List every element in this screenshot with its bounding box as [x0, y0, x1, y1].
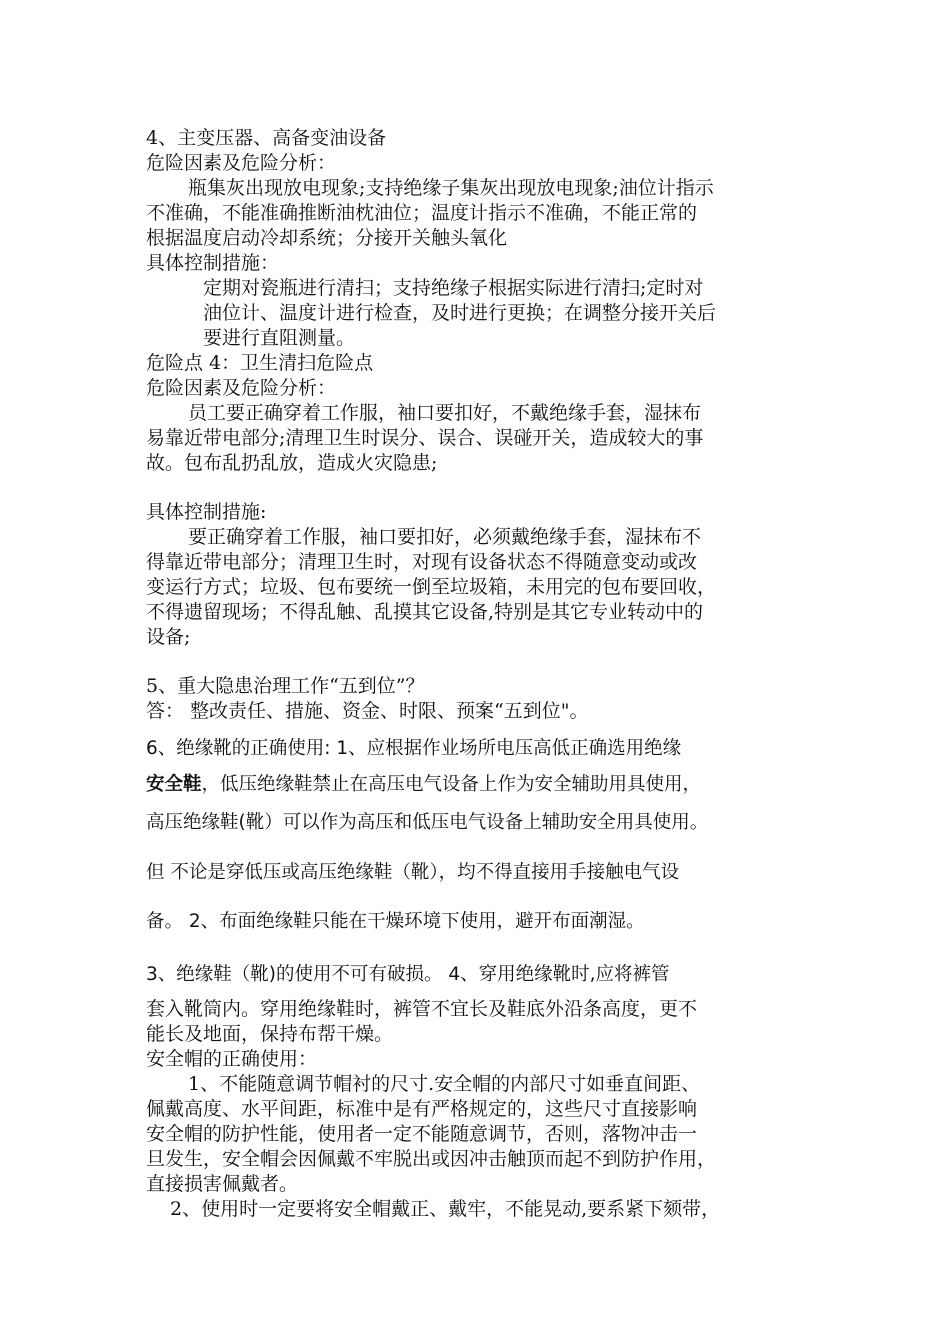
section4-risk-line: 瓶集灰出现放电现象;支持绝缘子集灰出现放电现象;油位计指示: [188, 177, 714, 199]
helmet-heading: 安全帽的正确使用：: [146, 1048, 318, 1070]
point4-control-line: 不得遗留现场；不得乱触、乱摸其它设备,特别是其它专业转动中的: [146, 601, 704, 623]
point4-risk-heading: 危险因素及危险分析：: [146, 377, 337, 399]
section6-line: 3、绝缘鞋（靴)的使用不可有破损。 4、穿用绝缘靴时,应将裤管: [146, 964, 670, 985]
helmet-item2-line: 2、使用时一定要将安全帽戴正、戴牢，不能晃动,要系紧下颏带，: [170, 1198, 721, 1220]
section6-line: 6、绝缘靴的正确使用: 1、应根据作业场所电压高低正确选用绝缘: [146, 738, 682, 759]
section6-line: 但 不论是穿低压或高压绝缘鞋（靴），均不得直接用手接触电气设: [146, 862, 680, 883]
section4-control-line: 定期对瓷瓶进行清扫；支持绝缘子根据实际进行清扫;定时对: [203, 277, 704, 299]
point4-risk-line: 故。包布乱扔乱放，造成火灾隐患;: [146, 452, 438, 474]
section6-line: 套入靴筒内。穿用绝缘鞋时，裤管不宜长及鞋底外沿条高度，更不: [146, 998, 698, 1020]
section4-title: 4、主变压器、高备变油设备: [146, 127, 387, 149]
section6-line: 高压绝缘鞋(靴）可以作为高压和低压电气设备上辅助安全用具使用。: [146, 812, 709, 833]
point4-control-line: 要正确穿着工作服，袖口要扣好，必须戴绝缘手套，湿抹布不: [188, 526, 702, 548]
helmet-item1-line: 1、不能随意调节帽衬的尺寸.安全帽的内部尺寸如垂直间距、: [188, 1073, 701, 1095]
point4-title: 危险点 4：卫生清扫危险点: [146, 352, 374, 374]
section4-control-heading: 具体控制措施：: [146, 252, 280, 274]
section6-line: 备。 2、布面绝缘鞋只能在干燥环境下使用，避开布面潮湿。: [146, 911, 645, 932]
point4-control-line: 得靠近带电部分；清理卫生时，对现有设备状态不得随意变动或改: [146, 551, 698, 573]
point4-control-line: 变运行方式；垃圾、包布要统一倒至垃圾箱，未用完的包布要回收，: [146, 576, 717, 598]
helmet-item1-line: 旦发生，安全帽会因佩戴不牢脱出或因冲击触顶而起不到防护作用，: [146, 1148, 717, 1170]
section4-risk-heading: 危险因素及危险分析：: [146, 152, 337, 174]
helmet-item1-line: 安全帽的防护性能，使用者一定不能随意调节，否则，落物冲击一: [146, 1123, 698, 1145]
section4-control-line: 油位计、温度计进行检查，及时进行更换；在调整分接开关后: [203, 302, 717, 324]
point4-control-heading: 具体控制措施:: [146, 501, 267, 523]
point4-control-line: 设备;: [146, 626, 191, 648]
helmet-item1-line: 直接损害佩戴者。: [146, 1173, 299, 1195]
section4-risk-line: 根据温度启动冷却系统；分接开关触头氧化: [146, 227, 508, 249]
point4-risk-line: 员工要正确穿着工作服，袖口要扣好，不戴绝缘手套，湿抹布: [188, 402, 702, 424]
section4-control-line: 要进行直阻测量。: [203, 327, 356, 349]
section6-line-rest: ，低压绝缘鞋禁止在高压电气设备上作为安全辅助用具使用，: [201, 774, 702, 795]
helmet-item1-line: 佩戴高度、水平间距，标准中是有严格规定的，这些尺寸直接影响: [146, 1098, 698, 1120]
section6-bold-term: 安全鞋: [146, 774, 202, 795]
section5-answer: 答： 整改责任、措施、资金、时限、预案“五到位"。: [146, 700, 589, 722]
section6-line: 能长及地面，保持布帮干燥。: [146, 1023, 394, 1045]
point4-risk-line: 易靠近带电部分;清理卫生时误分、误合、误碰开关，造成较大的事: [146, 427, 704, 449]
section6-line: [146, 772, 701, 797]
section5-question: 5、重大隐患治理工作“五到位”？: [146, 675, 425, 697]
section4-risk-line: 不准确，不能准确推断油枕油位；温度计指示不准确，不能正常的: [146, 202, 698, 224]
